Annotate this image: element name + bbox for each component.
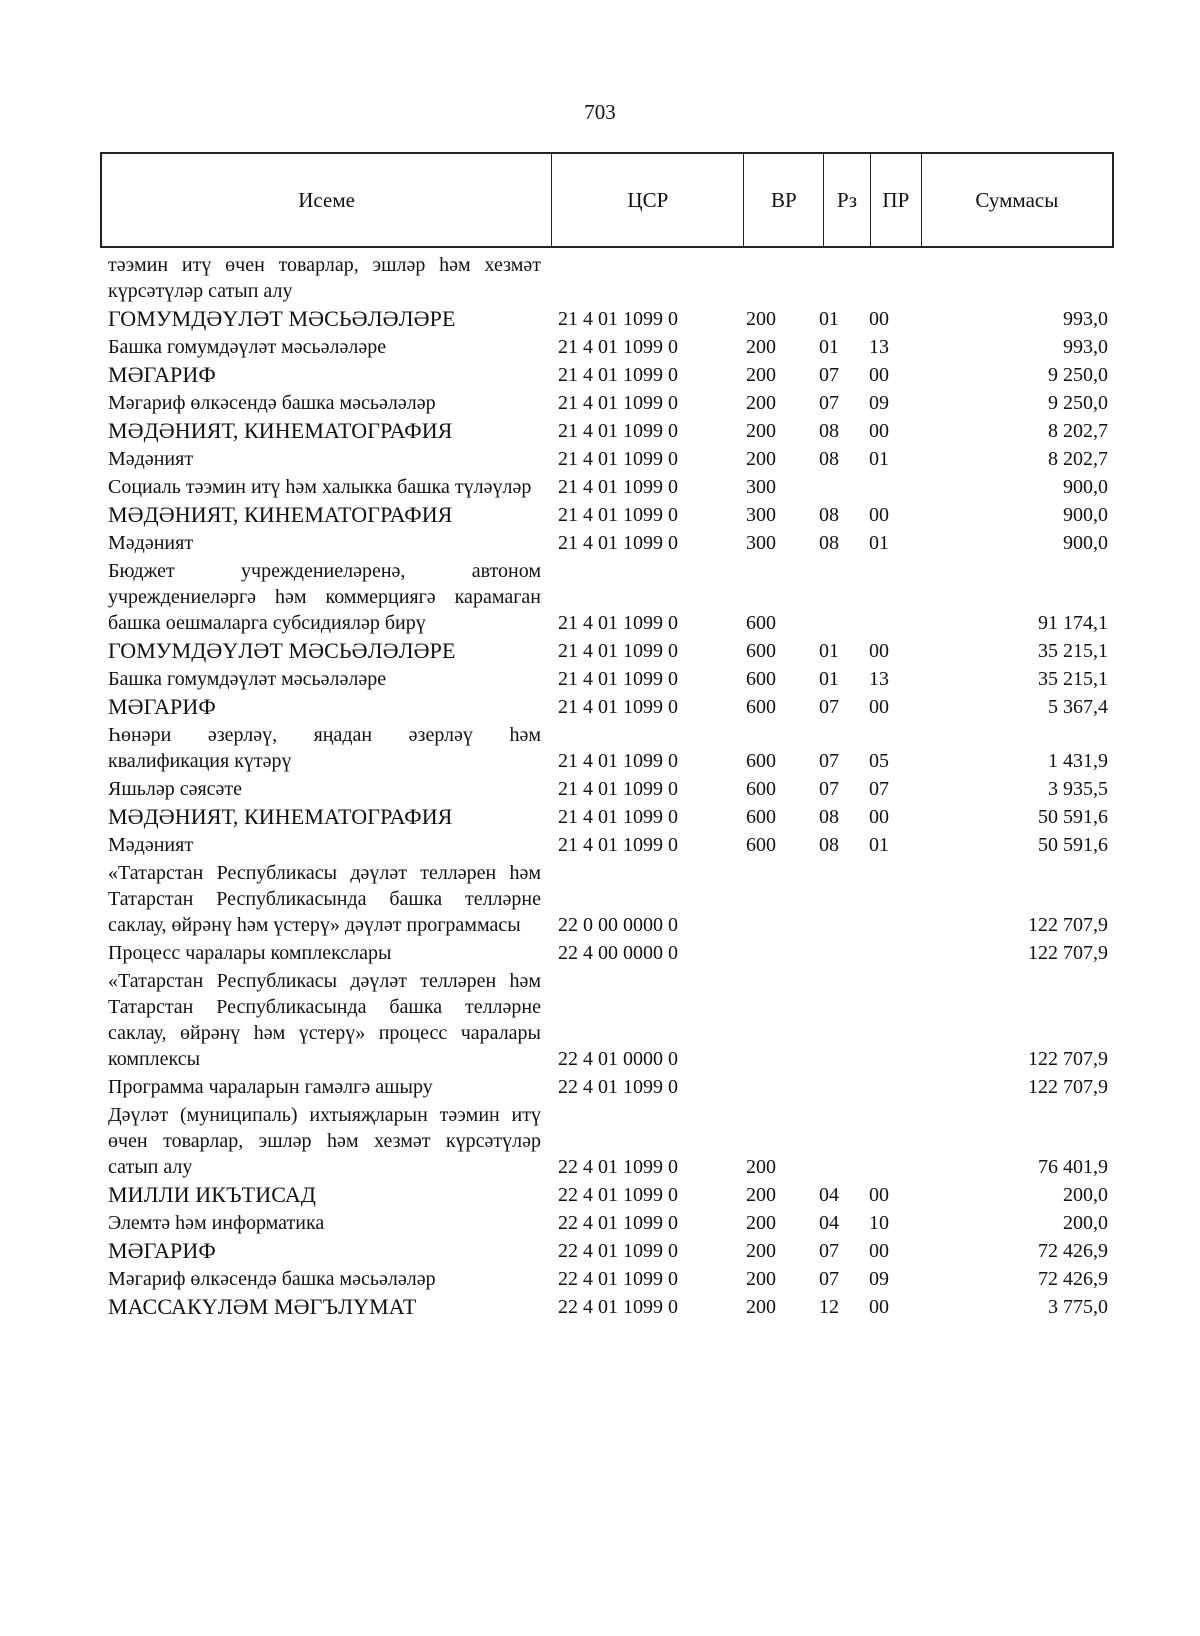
row-rz: 01 bbox=[819, 336, 839, 358]
table-row bbox=[108, 252, 1108, 306]
row-csr: 22 4 01 1099 0 bbox=[558, 1156, 678, 1178]
table-row bbox=[108, 804, 1108, 832]
table-row bbox=[108, 1238, 1108, 1266]
table-row bbox=[108, 1210, 1108, 1238]
row-name: ГОМУМДӘҮЛӘТ МӘСЬӘЛӘЛӘРЕ bbox=[108, 306, 456, 331]
row-pr bbox=[859, 966, 909, 968]
header-rz: Рз bbox=[824, 154, 871, 246]
row-name: «Татарстан Республикасы дәүләт телләрен һәм Татарстан Республикасында башка телләрне саклау, өйрәнү һәм үстерү» дәүләт программасы bbox=[108, 862, 541, 936]
table-row bbox=[108, 860, 1108, 940]
row-sum: 900,0 bbox=[1063, 504, 1108, 526]
row-sum: 91 174,1 bbox=[1038, 612, 1108, 634]
row-rz: 01 bbox=[819, 308, 839, 330]
row-csr: 21 4 01 1099 0 bbox=[558, 364, 678, 386]
table-row bbox=[108, 940, 1108, 968]
table-row bbox=[108, 1182, 1108, 1210]
table-row bbox=[108, 722, 1108, 776]
row-name: Мәгариф өлкәсендә башка мәсьәләләр bbox=[108, 392, 436, 414]
row-vr bbox=[728, 1072, 808, 1074]
row-csr: 21 4 01 1099 0 bbox=[558, 806, 678, 828]
table-row bbox=[108, 474, 1108, 502]
table-row bbox=[108, 558, 1108, 638]
row-name: Мәдәният bbox=[108, 448, 194, 470]
row-rz: 07 bbox=[819, 696, 839, 718]
row-vr: 600 bbox=[746, 750, 776, 772]
row-vr: 600 bbox=[746, 806, 776, 828]
row-name: «Татарстан Республикасы дәүләт телләрен һәм Татарстан Республикасында башка телләрне саклау, өйрәнү һәм үстерү» процесс чаралары комплексы bbox=[108, 970, 541, 1070]
row-rz: 01 bbox=[819, 668, 839, 690]
row-csr: 21 4 01 1099 0 bbox=[558, 668, 678, 690]
row-pr: 09 bbox=[869, 392, 889, 414]
row-pr: 00 bbox=[869, 364, 889, 386]
row-name: МӘГАРИФ bbox=[108, 1238, 216, 1263]
table-body bbox=[108, 252, 1108, 1322]
row-pr: 00 bbox=[869, 640, 889, 662]
row-rz: 04 bbox=[819, 1184, 839, 1206]
header-vr: ВР bbox=[744, 154, 824, 246]
row-vr: 200 bbox=[746, 364, 776, 386]
table-row bbox=[108, 666, 1108, 694]
row-pr: 13 bbox=[869, 336, 889, 358]
row-vr bbox=[728, 1100, 808, 1102]
row-rz: 08 bbox=[819, 504, 839, 526]
row-sum: 5 367,4 bbox=[1048, 696, 1108, 718]
row-vr: 200 bbox=[746, 1212, 776, 1234]
row-csr: 21 4 01 1099 0 bbox=[558, 504, 678, 526]
row-pr: 09 bbox=[869, 1268, 889, 1290]
table-row bbox=[108, 362, 1108, 390]
header-pr: ПР bbox=[871, 154, 922, 246]
row-name: Бюджет учреждениеләренә, автоном учреждениеләргә һәм коммерциягә карамаган башка оешмаларга субсидияләр бирү bbox=[108, 560, 541, 634]
row-sum: 993,0 bbox=[1063, 308, 1108, 330]
row-pr: 00 bbox=[869, 1184, 889, 1206]
row-pr bbox=[859, 938, 909, 940]
row-name: ГОМУМДӘҮЛӘТ МӘСЬӘЛӘЛӘРЕ bbox=[108, 638, 456, 663]
row-pr: 01 bbox=[869, 448, 889, 470]
row-rz: 12 bbox=[819, 1296, 839, 1318]
row-name: Процесс чаралары комплекслары bbox=[108, 942, 392, 964]
row-vr: 200 bbox=[746, 308, 776, 330]
row-name: Элемтә һәм информатика bbox=[108, 1212, 325, 1234]
row-vr: 200 bbox=[746, 1156, 776, 1178]
row-rz: 08 bbox=[819, 420, 839, 442]
row-name: МӘГАРИФ bbox=[108, 362, 216, 387]
row-rz: 01 bbox=[819, 640, 839, 662]
row-sum: 3 935,5 bbox=[1048, 778, 1108, 800]
row-rz bbox=[808, 1072, 859, 1074]
row-sum: 76 401,9 bbox=[1038, 1156, 1108, 1178]
row-rz: 08 bbox=[819, 448, 839, 470]
row-name: МӘДӘНИЯТ, КИНЕМАТОГРАФИЯ bbox=[108, 804, 453, 829]
row-pr bbox=[859, 1072, 909, 1074]
row-sum: 900,0 bbox=[1063, 476, 1108, 498]
row-pr: 00 bbox=[869, 1296, 889, 1318]
row-pr: 00 bbox=[869, 1240, 889, 1262]
row-name: Дәүләт (муниципаль) ихтыяҗларын тәэмин итү өчен товарлар, эшләр һәм хезмәт күрсәтүләр сатып алу bbox=[108, 1104, 541, 1178]
row-name: Мәдәният bbox=[108, 532, 194, 554]
row-sum: 200,0 bbox=[1063, 1212, 1108, 1234]
row-sum: 900,0 bbox=[1063, 532, 1108, 554]
row-pr: 00 bbox=[869, 504, 889, 526]
row-name: Мәгариф өлкәсендә башка мәсьәләләр bbox=[108, 1268, 436, 1290]
row-sum: 35 215,1 bbox=[1038, 640, 1108, 662]
table-row bbox=[108, 1266, 1108, 1294]
table-row bbox=[108, 502, 1108, 530]
row-sum: 35 215,1 bbox=[1038, 668, 1108, 690]
row-vr bbox=[728, 938, 808, 940]
row-csr: 21 4 01 1099 0 bbox=[558, 834, 678, 856]
row-vr: 200 bbox=[746, 336, 776, 358]
row-name: Мәдәният bbox=[108, 834, 194, 856]
row-rz: 07 bbox=[819, 1240, 839, 1262]
row-vr: 600 bbox=[746, 668, 776, 690]
row-name: Программа чараларын гамәлгә ашыру bbox=[108, 1076, 433, 1098]
row-csr: 22 4 01 1099 0 bbox=[558, 1076, 678, 1098]
row-vr: 600 bbox=[746, 612, 776, 634]
row-sum: 3 775,0 bbox=[1048, 1296, 1108, 1318]
row-name: тәэмин итү өчен товарлар, эшләр һәм хезмәт күрсәтүләр сатып алу bbox=[108, 254, 541, 302]
row-vr: 600 bbox=[746, 778, 776, 800]
row-pr: 00 bbox=[869, 308, 889, 330]
row-csr: 21 4 01 1099 0 bbox=[558, 750, 678, 772]
row-vr: 300 bbox=[746, 504, 776, 526]
row-rz bbox=[808, 938, 859, 940]
table-row bbox=[108, 1294, 1108, 1322]
row-sum: 122 707,9 bbox=[1028, 1076, 1108, 1098]
row-rz: 07 bbox=[819, 778, 839, 800]
row-name: МӘДӘНИЯТ, КИНЕМАТОГРАФИЯ bbox=[108, 502, 453, 527]
row-csr: 21 4 01 1099 0 bbox=[558, 612, 678, 634]
row-sum: 993,0 bbox=[1063, 336, 1108, 358]
row-csr: 21 4 01 1099 0 bbox=[558, 778, 678, 800]
row-sum: 72 426,9 bbox=[1038, 1268, 1108, 1290]
table-row bbox=[108, 418, 1108, 446]
row-rz bbox=[808, 1100, 859, 1102]
row-csr: 21 4 01 1099 0 bbox=[558, 696, 678, 718]
row-csr: 21 4 01 1099 0 bbox=[558, 336, 678, 358]
row-csr: 22 4 01 1099 0 bbox=[558, 1268, 678, 1290]
row-vr: 300 bbox=[746, 476, 776, 498]
row-csr: 21 4 01 1099 0 bbox=[558, 640, 678, 662]
row-vr: 200 bbox=[746, 1296, 776, 1318]
row-pr: 13 bbox=[869, 668, 889, 690]
row-vr: 200 bbox=[746, 1268, 776, 1290]
row-name: МАССАКҮЛӘМ МӘГЪЛҮМАТ bbox=[108, 1294, 417, 1319]
row-rz: 07 bbox=[819, 392, 839, 414]
table-row bbox=[108, 1074, 1108, 1102]
row-csr: 22 0 00 0000 0 bbox=[558, 914, 678, 936]
table-row bbox=[108, 1102, 1108, 1182]
table-row bbox=[108, 334, 1108, 362]
table-row bbox=[108, 390, 1108, 418]
row-pr: 00 bbox=[869, 696, 889, 718]
table-row bbox=[108, 776, 1108, 804]
row-csr: 22 4 01 0000 0 bbox=[558, 1048, 678, 1070]
row-pr: 10 bbox=[869, 1212, 889, 1234]
row-sum: 122 707,9 bbox=[1028, 1048, 1108, 1070]
row-vr: 200 bbox=[746, 420, 776, 442]
row-name: Башка гомумдәүләт мәсьәләләре bbox=[108, 668, 387, 690]
row-rz bbox=[808, 966, 859, 968]
row-sum: 9 250,0 bbox=[1048, 364, 1108, 386]
table-row bbox=[108, 832, 1108, 860]
header-name: Исеме bbox=[102, 154, 552, 246]
row-csr: 21 4 01 1099 0 bbox=[558, 308, 678, 330]
row-csr: 22 4 01 1099 0 bbox=[558, 1296, 678, 1318]
row-pr: 05 bbox=[869, 750, 889, 772]
row-name: МӘГАРИФ bbox=[108, 694, 216, 719]
row-csr: 21 4 01 1099 0 bbox=[558, 448, 678, 470]
row-name: Һөнәри әзерләү, яңадан әзерләү һәм квалификация күтәрү bbox=[108, 724, 541, 772]
row-sum: 1 431,9 bbox=[1048, 750, 1108, 772]
row-vr: 200 bbox=[746, 392, 776, 414]
row-sum: 8 202,7 bbox=[1048, 420, 1108, 442]
table-row bbox=[108, 694, 1108, 722]
header-csr: ЦСР bbox=[552, 154, 744, 246]
table-row bbox=[108, 446, 1108, 474]
row-csr: 22 4 00 0000 0 bbox=[558, 942, 678, 964]
row-vr: 200 bbox=[746, 1240, 776, 1262]
row-pr: 01 bbox=[869, 834, 889, 856]
row-sum: 9 250,0 bbox=[1048, 392, 1108, 414]
row-rz: 07 bbox=[819, 1268, 839, 1290]
row-pr: 01 bbox=[869, 532, 889, 554]
row-name: Социаль тәэмин итү һәм халыкка башка түләүләр bbox=[108, 476, 532, 498]
row-csr: 22 4 01 1099 0 bbox=[558, 1212, 678, 1234]
row-vr: 200 bbox=[746, 1184, 776, 1206]
table-header bbox=[100, 152, 1114, 248]
row-csr: 21 4 01 1099 0 bbox=[558, 476, 678, 498]
row-vr: 300 bbox=[746, 532, 776, 554]
row-csr: 21 4 01 1099 0 bbox=[558, 420, 678, 442]
row-vr: 600 bbox=[746, 696, 776, 718]
table-row bbox=[108, 306, 1108, 334]
row-name: МӘДӘНИЯТ, КИНЕМАТОГРАФИЯ bbox=[108, 418, 453, 443]
row-csr: 21 4 01 1099 0 bbox=[558, 392, 678, 414]
row-pr: 00 bbox=[869, 806, 889, 828]
row-pr: 07 bbox=[869, 778, 889, 800]
header-sum: Суммасы bbox=[975, 187, 1059, 212]
row-name: Башка гомумдәүләт мәсьәләләре bbox=[108, 336, 387, 358]
table-row bbox=[108, 968, 1108, 1074]
table-row bbox=[108, 638, 1108, 666]
row-vr bbox=[728, 966, 808, 968]
row-rz: 08 bbox=[819, 806, 839, 828]
row-rz: 07 bbox=[819, 364, 839, 386]
row-sum: 200,0 bbox=[1063, 1184, 1108, 1206]
row-rz: 08 bbox=[819, 834, 839, 856]
row-sum: 50 591,6 bbox=[1038, 834, 1108, 856]
page-number: 703 bbox=[584, 100, 616, 124]
row-vr: 600 bbox=[746, 834, 776, 856]
row-vr: 200 bbox=[746, 448, 776, 470]
row-rz: 08 bbox=[819, 532, 839, 554]
row-sum: 122 707,9 bbox=[1028, 942, 1108, 964]
row-csr: 21 4 01 1099 0 bbox=[558, 532, 678, 554]
row-sum: 8 202,7 bbox=[1048, 448, 1108, 470]
row-sum: 72 426,9 bbox=[1038, 1240, 1108, 1262]
row-pr bbox=[859, 1100, 909, 1102]
row-vr: 600 bbox=[746, 640, 776, 662]
row-rz: 07 bbox=[819, 750, 839, 772]
table-row bbox=[108, 530, 1108, 558]
row-name: МИЛЛИ ИКЪТИСАД bbox=[108, 1182, 316, 1207]
row-csr: 22 4 01 1099 0 bbox=[558, 1240, 678, 1262]
row-csr: 22 4 01 1099 0 bbox=[558, 1184, 678, 1206]
row-sum: 50 591,6 bbox=[1038, 806, 1108, 828]
row-name: Яшьләр сәясәте bbox=[108, 778, 243, 800]
row-rz: 04 bbox=[819, 1212, 839, 1234]
row-pr: 00 bbox=[869, 420, 889, 442]
row-sum: 122 707,9 bbox=[1028, 914, 1108, 936]
